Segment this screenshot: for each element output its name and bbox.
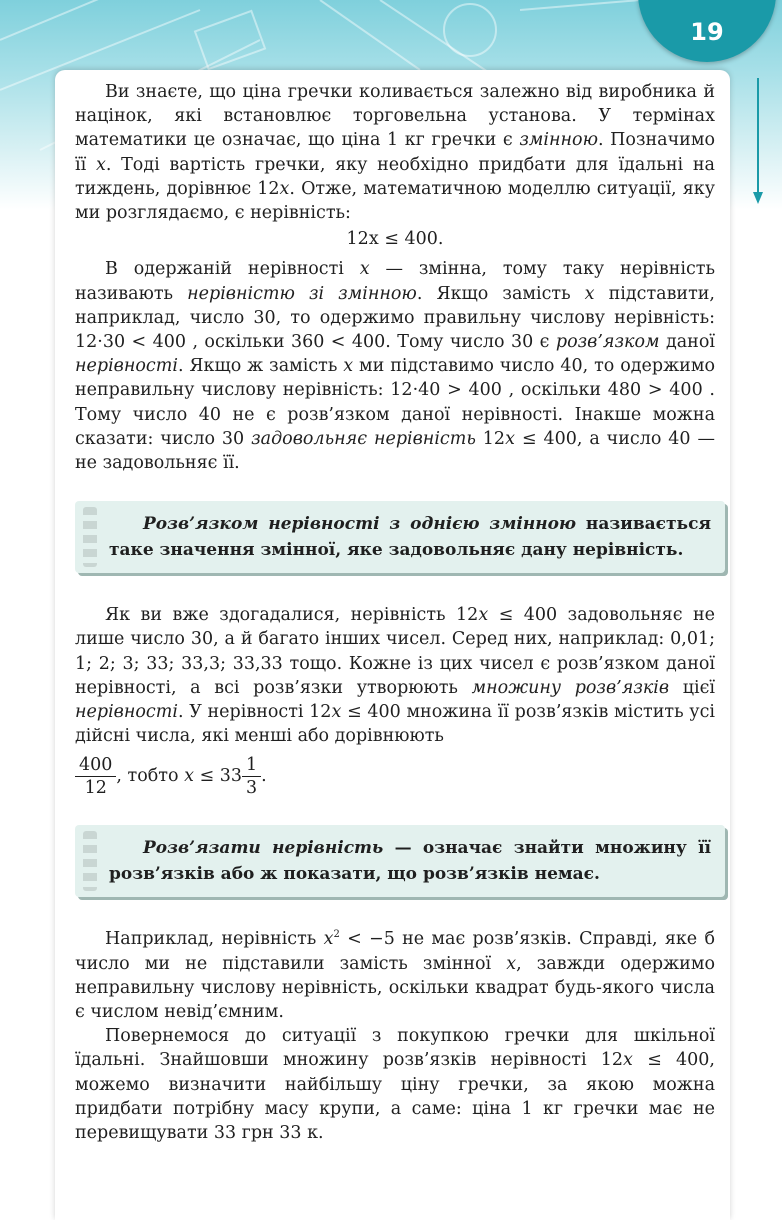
page-text bbox=[75, 80, 715, 1145]
definition-1: Розв’язком нерівності з однією змінною називається таке значення змінної, яке задовольняє дану нерівність. bbox=[109, 514, 711, 561]
definition-2: Розв’язати нерівність — означає знайти множину її розв’язків або ж показати, що розв’язків немає. bbox=[109, 838, 712, 885]
box-marker bbox=[83, 831, 97, 891]
page-number: 19 bbox=[690, 18, 724, 46]
fraction-line: $\frac{400}{12}$ , тобто x ≤ 33 $\frac{1}{3}$ . bbox=[75, 754, 715, 799]
paragraph-5: Повернемося до ситуації з покупкою гречки для шкільної їдальні. Знайшовши множину розв’язків нерівності 12x ≤ 400, можемо визначити найбільшу ціну гречки, за якою можна придбати потрібну масу крупи, а саме: ціна 1 кг гречки має не перевищувати 33 грн 33 к. bbox=[75, 1026, 715, 1144]
paragraph-3: Як ви вже здогадалися, нерівність 12x ≤ 400 задовольняє не лише число 30, а й багато інших чисел. Серед них, наприклад: 0,01; 1; 2; 3; 33; 33,3; 33,33 тощо. Кожне із цих чисел є розв’язком даної нерівності, а всі розв’язки утворюють множину розв’язків цієї нерівності. У нерівності 12x ≤ 400 множина її розв’язків містить усі дійсні числа, які менші або дорівнюють bbox=[75, 605, 715, 747]
paragraph-4: Наприклад, нерівність $x^2 < -5$ не має розв’язків. Справді, яке б число ми не підставили замість змінної x, завжди одержимо неправильну числову нерівність, оскільки квадрат будь-якого числа є числом невід’ємним. bbox=[75, 929, 715, 1023]
paragraph-1: Ви знаєте, що ціна гречки коливається залежно від виробника й націнок, які встановлює торговельна установа. У термінах математики це означає, що ціна 1 кг гречки є змінною. Позначимо її x. Тоді вартість гречки, яку необхідно придбати для їдальні на тиждень, дорівнює 12x. Отже, математичною моделлю ситуації, яку ми розглядаємо, є нерівність: bbox=[75, 82, 716, 224]
down-arrow-icon bbox=[748, 78, 768, 208]
formula-inequality: 12x ≤ 400. bbox=[346, 229, 444, 250]
definition-box-solution bbox=[75, 501, 725, 573]
box-marker bbox=[83, 507, 97, 567]
fraction-400-12: $\frac{400}{12}$ bbox=[75, 754, 116, 799]
definition-box-solve bbox=[75, 825, 725, 897]
fraction-1-3: $\frac{1}{3}$ bbox=[242, 754, 261, 799]
paragraph-2: В одержаній нерівності x — змінна, тому таку нерівність називають нерівністю зі змінною. Якщо замість x підставити, наприклад, число 30, то одержимо правильну числову нерівність: 12·30 < 400 , оскільки 360 < 400. Тому число 30 є розв’язком даної нерівності. Якщо ж замість x ми підставимо число 40, то одержимо неправильну числову нерівність: 12·40 > 400 , оскільки 480 > 400 . Тому число 40 не є розв’язком даної нерівності. Інакше можна сказати: число 30 задовольняє нерівність 12x ≤ 400, а число 40 — не задовольняє її. bbox=[75, 259, 716, 474]
